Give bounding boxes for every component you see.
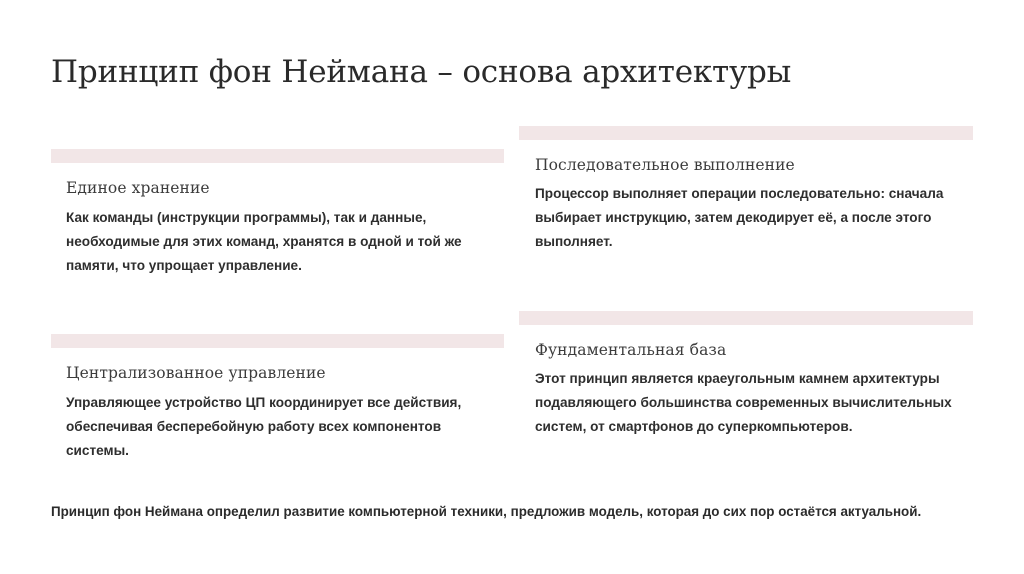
- card-accent-bar: [51, 334, 504, 348]
- card-body: Как команды (инструкции программы), так и данные, необходимые для этих команд, хранятся в одной и той же памяти, что упрощает управление.: [66, 210, 462, 273]
- card-accent-bar: [519, 311, 973, 325]
- card-sequential-execution: [519, 126, 973, 254]
- card-title: Централизованное управление: [66, 364, 326, 382]
- slide-title: Принцип фон Неймана – основа архитектуры: [51, 54, 792, 90]
- card-accent-bar: [519, 126, 973, 140]
- card-body: Этот принцип является краеугольным камнем архитектуры подавляющего большинства современных вычислительных систем, от смартфонов до суперкомпьютеров.: [535, 371, 952, 434]
- card-body: Процессор выполняет операции последовательно: сначала выбирает инструкцию, затем декодирует её, а после этого выполняет.: [535, 186, 944, 249]
- card-fundamental-base: [519, 311, 973, 439]
- card-title: Единое хранение: [66, 179, 210, 197]
- footer-summary: Принцип фон Неймана определил развитие компьютерной техники, предложив модель, которая до сих пор остаётся актуальной.: [51, 504, 922, 519]
- card-body: Управляющее устройство ЦП координирует все действия, обеспечивая бесперебойную работу всех компонентов системы.: [66, 395, 462, 458]
- card-unified-storage: [51, 149, 504, 278]
- card-accent-bar: [51, 149, 504, 163]
- card-centralized-control: [51, 334, 504, 463]
- card-title: Фундаментальная база: [535, 341, 727, 359]
- card-title: Последовательное выполнение: [535, 156, 795, 174]
